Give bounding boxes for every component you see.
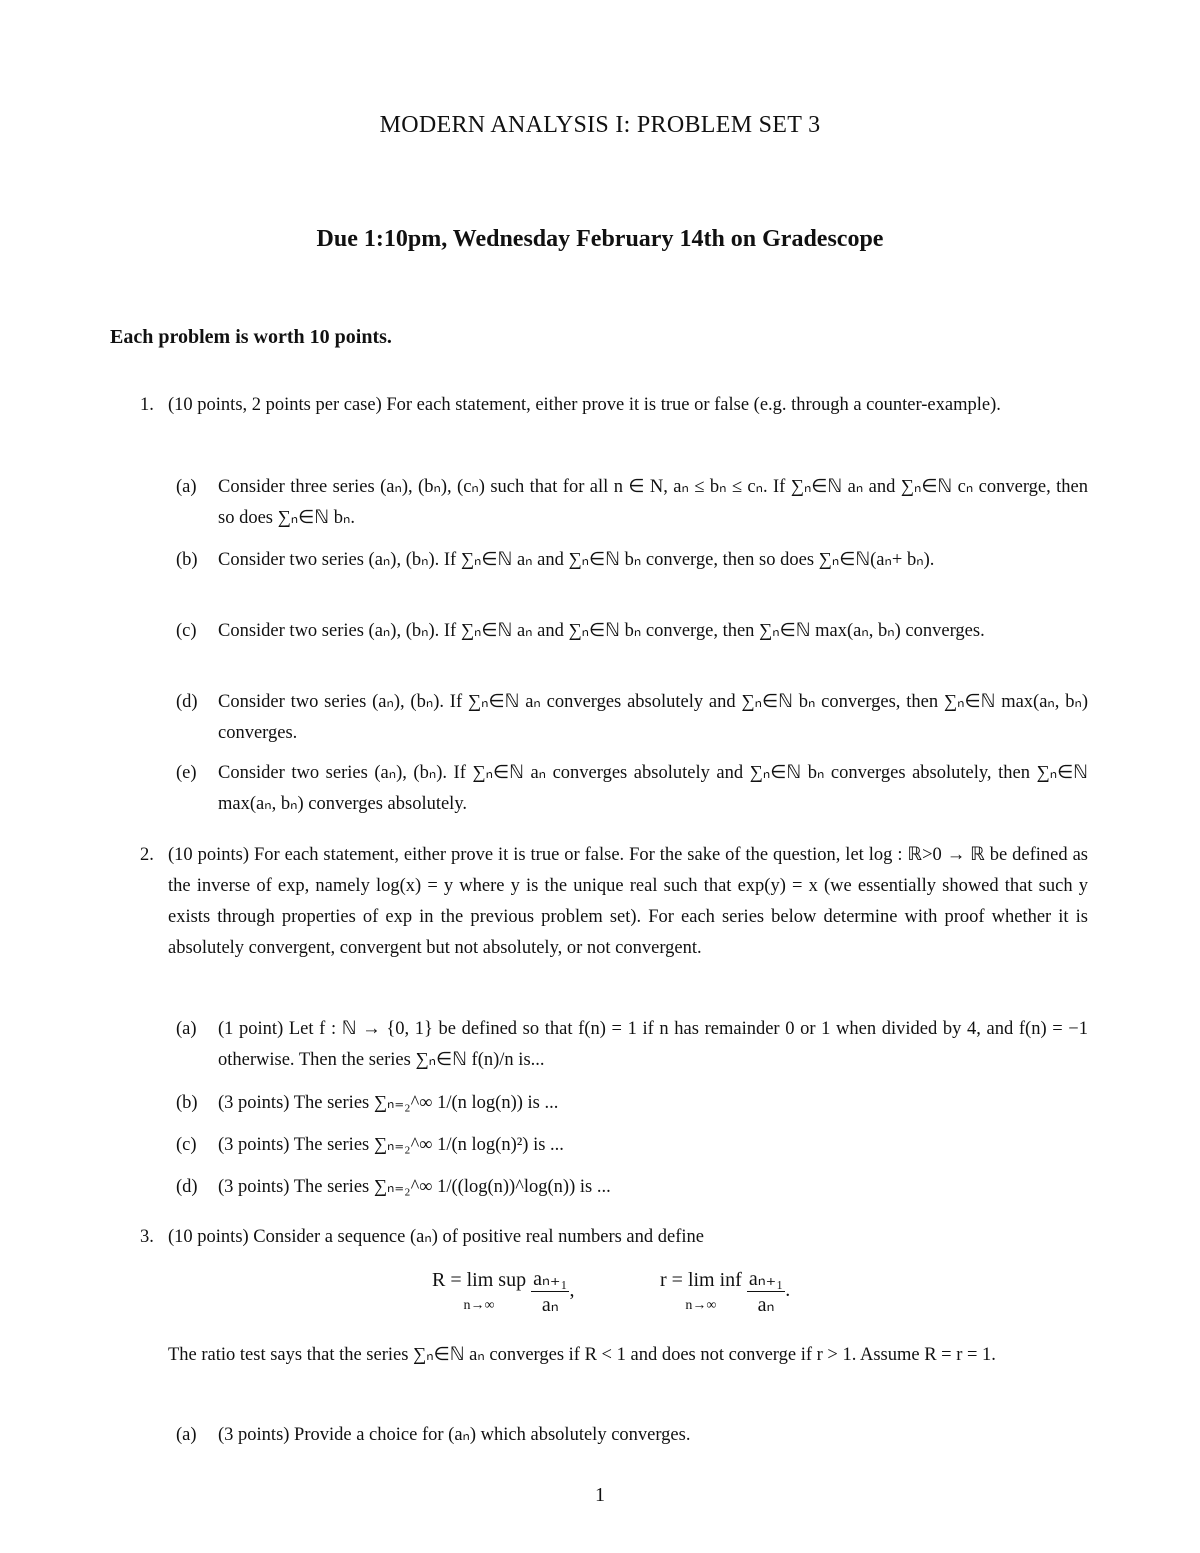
part-text: Consider two series (aₙ), (bₙ). If ∑ₙ∈ℕ aₙ converges absolutely and ∑ₙ∈ℕ bₙ converges absolutely, then ∑ₙ∈ℕ max(aₙ, bₙ) converges absolutely. <box>218 763 1088 814</box>
problem-number: 1. <box>140 395 154 415</box>
equation-lhs: r = lim inf <box>660 1268 742 1291</box>
part-text: (3 points) The series ∑ₙ₌₂^∞ 1/(n log(n)) is ... <box>218 1093 559 1113</box>
fraction-numerator: aₙ₊₁ <box>533 1268 568 1290</box>
page-title: MODERN ANALYSIS I: PROBLEM SET 3 <box>379 112 821 138</box>
points-note: Each problem is worth 10 points. <box>110 326 392 348</box>
part-text: Consider three series (aₙ), (bₙ), (cₙ) such that for all n ∈ N, aₙ ≤ bₙ ≤ cₙ. If ∑ₙ∈ℕ aₙ and ∑ₙ∈ℕ cₙ converge, then so does ∑ₙ∈ℕ bₙ. <box>218 477 1088 528</box>
equation-subscript: n→∞ <box>685 1297 717 1313</box>
part-label: (c) <box>176 1135 197 1155</box>
part-label: (b) <box>176 1093 198 1113</box>
part-text: Consider two series (aₙ), (bₙ). If ∑ₙ∈ℕ aₙ converges absolutely and ∑ₙ∈ℕ bₙ converges, then ∑ₙ∈ℕ max(aₙ, bₙ) converges. <box>218 692 1088 743</box>
fraction-denominator: aₙ <box>541 1294 559 1316</box>
part-text: (3 points) Provide a choice for (aₙ) which absolutely converges. <box>218 1425 691 1445</box>
part-label: (a) <box>176 477 197 497</box>
problem-number: 2. <box>140 845 154 865</box>
part-label: (e) <box>176 763 197 783</box>
part-label: (d) <box>176 1177 198 1197</box>
fraction <box>531 1266 569 1317</box>
part-label: (d) <box>176 692 198 712</box>
problem-text: The ratio test says that the series ∑ₙ∈ℕ aₙ converges if R < 1 and does not converge if r > 1. Assume R = r = 1. <box>168 1345 996 1365</box>
page-number: 1 <box>595 1484 605 1506</box>
part-label: (a) <box>176 1425 197 1445</box>
equation-lhs: R = lim sup <box>432 1268 527 1291</box>
fraction-denominator: aₙ <box>757 1294 775 1316</box>
part-text: (1 point) Let f : ℕ → {0, 1} be defined so that f(n) = 1 if n has remainder 0 or 1 when divided by 4, and f(n) = −1 otherwise. Then the series ∑ₙ∈ℕ f(n)/n is... <box>218 1019 1088 1070</box>
due-date-heading: Due 1:10pm, Wednesday February 14th on Gradescope <box>316 226 884 252</box>
equation-subscript: n→∞ <box>463 1297 495 1313</box>
part-text: Consider two series (aₙ), (bₙ). If ∑ₙ∈ℕ aₙ and ∑ₙ∈ℕ bₙ converge, then so does ∑ₙ∈ℕ(aₙ+ bₙ). <box>218 550 935 570</box>
equation-punct: . <box>785 1279 791 1302</box>
problem-intro: (10 points) For each statement, either prove it is true or false. For the sake of the question, let log : ℝ>0 → ℝ be defined as the inverse of exp, namely log(x) = y where y is the unique real such that exp(y) = x (we essentially showed that such y exists through properties of exp in the previous problem set). For each series below determine with proof whether it is absolutely convergent, convergent but not absolutely, or not convergent. <box>168 845 1088 958</box>
part-label: (c) <box>176 621 197 641</box>
part-label: (b) <box>176 550 198 570</box>
equation-punct: , <box>569 1279 575 1302</box>
problem-number: 3. <box>140 1227 154 1247</box>
display-equation-R <box>432 1266 574 1317</box>
problem-intro: (10 points) Consider a sequence (aₙ) of positive real numbers and define <box>168 1227 704 1247</box>
display-equation-r <box>660 1266 790 1317</box>
fraction-numerator: aₙ₊₁ <box>748 1268 784 1290</box>
part-text: (3 points) The series ∑ₙ₌₂^∞ 1/(n log(n)²) is ... <box>218 1135 564 1155</box>
part-label: (a) <box>176 1019 197 1039</box>
problem-intro: (10 points, 2 points per case) For each statement, either prove it is true or false (e.g. through a counter-example). <box>168 395 1001 415</box>
part-text: Consider two series (aₙ), (bₙ). If ∑ₙ∈ℕ aₙ and ∑ₙ∈ℕ bₙ converge, then ∑ₙ∈ℕ max(aₙ, bₙ) converges. <box>218 621 985 641</box>
fraction <box>747 1266 785 1317</box>
part-text: (3 points) The series ∑ₙ₌₂^∞ 1/((log(n))^log(n)) is ... <box>218 1177 611 1197</box>
